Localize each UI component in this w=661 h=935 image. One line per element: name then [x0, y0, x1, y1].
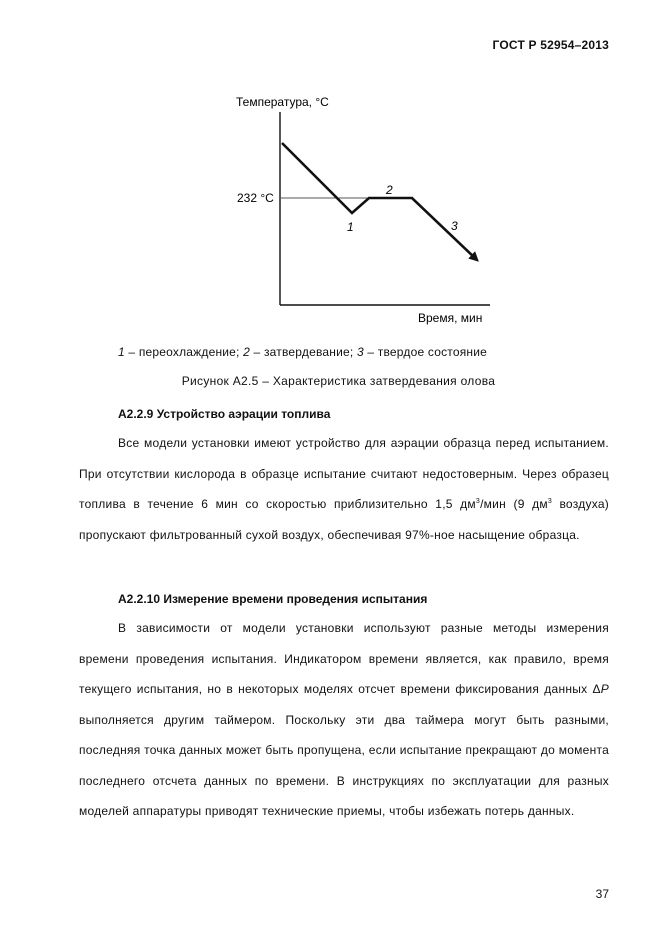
paragraph-text: /мин (9 дм [480, 497, 548, 511]
point-label-1: 1 [347, 220, 354, 234]
section-heading-a2-2-9: А2.2.9 Устройство аэрации топлива [118, 407, 331, 421]
document-code: ГОСТ Р 52954–2013 [492, 38, 609, 52]
superscript: 3 [547, 498, 552, 505]
paragraph-text: выполняется другим таймером. Поскольку эти два таймера могут быть разными, последняя точка данных может быть пропущена, если испытание прекращают до момента последнего отсчета данных по времени. В инструкциях по эксплуатации для разных моделей аппаратуры приводят технические приемы, чтобы избежать потерь данных. [79, 712, 609, 818]
legend-number-3: 3 [356, 345, 364, 359]
legend-text-1: – переохлаждение; [124, 345, 244, 359]
paragraph-text: Все модели установки имеют устройство для аэрации образца перед испытанием. При отсутствии кислорода в образце испытание считают недостоверным. Через образец топлива в течение 6 мин со скоростью приблизительно 1,5 дм [79, 436, 609, 511]
x-axis-label: Время, мин [418, 311, 483, 325]
paragraph-text: В зависимости от модели установки используют разные методы измерения времени проведения испытания. Индикатором времени является, как правило, время текущего испытания, но в некоторых моделях отсчет времени фиксирования данных Δ [79, 621, 609, 696]
figure-caption: Рисунок А2.5 – Характеристика затвердевания олова [181, 374, 496, 388]
paragraph-test-time-measurement [79, 613, 609, 827]
y-axis-label: Температура, °С [236, 95, 329, 109]
legend-text-2: – затвердевание; [250, 345, 357, 359]
paragraph-text: воздуха) пропускают фильтрованный сухой воздух, обеспечивая 97%-ное насыщение образца. [79, 497, 609, 542]
paragraph-fuel-aeration [79, 428, 609, 550]
legend-number-1: 1 [118, 345, 125, 359]
reference-value-label: 232 °С [237, 191, 274, 205]
point-label-3: 3 [451, 219, 458, 233]
italic-variable: P [600, 682, 609, 696]
legend-number-2: 2 [243, 345, 251, 359]
superscript: 3 [475, 498, 481, 505]
section-heading-a2-2-10: А2.2.10 Измерение времени проведения испытания [118, 592, 428, 606]
figure-legend [118, 345, 487, 359]
page-number: 37 [595, 887, 609, 901]
legend-text-3: – твердое состояние [363, 345, 488, 359]
point-label-2: 2 [386, 183, 393, 197]
cooling-curve [282, 143, 476, 259]
solidification-figure [0, 0, 661, 340]
